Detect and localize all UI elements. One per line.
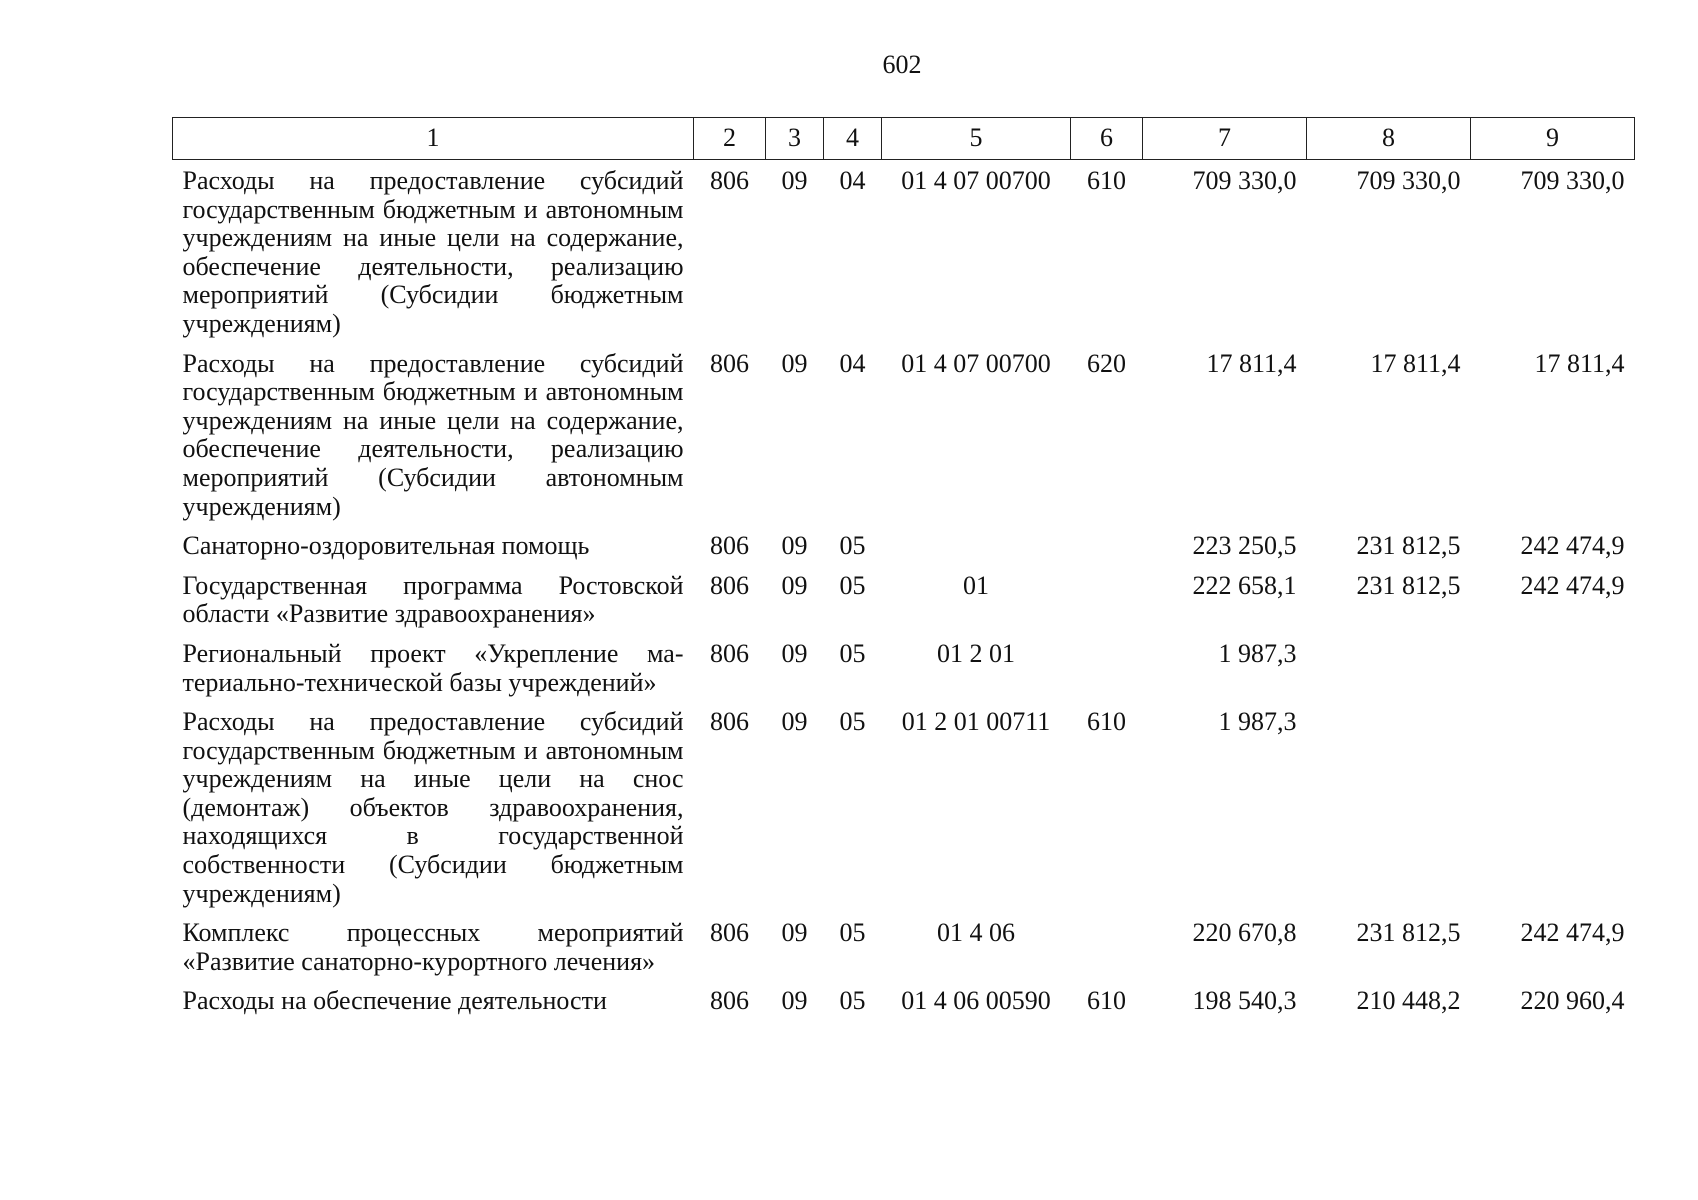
row-amount-col8: 231 812,5	[1356, 570, 1461, 600]
row-ministry-code: 806	[710, 918, 749, 948]
row-amount-col7: 1 987,3	[1218, 638, 1297, 668]
row-expense-type	[1071, 912, 1143, 980]
row-subsection-code: 05	[839, 531, 866, 561]
row-expense-type: 610	[1087, 166, 1126, 195]
budget-table	[172, 117, 1635, 1020]
column-header-6: 6	[1071, 118, 1143, 160]
column-header-4: 4	[824, 118, 882, 160]
page-number: 602	[882, 50, 922, 79]
row-amount-col9: 709 330,0	[1520, 166, 1625, 195]
row-subsection-code: 05	[839, 638, 866, 668]
row-name: Региональный проект «Укрепление материально-технической базы учреждений»	[182, 638, 684, 697]
table-row	[173, 160, 1635, 343]
table-row	[173, 343, 1635, 526]
column-header-9: 9	[1471, 118, 1635, 160]
row-amount-col8: 17 811,4	[1370, 348, 1461, 378]
row-amount-col8: 231 812,5	[1356, 918, 1461, 948]
row-expense-type	[1071, 565, 1143, 633]
row-amount-col8	[1307, 701, 1471, 912]
table-body	[173, 160, 1635, 1021]
row-subsection-code: 04	[839, 348, 866, 378]
column-header-5: 5	[882, 118, 1071, 160]
table-row	[173, 701, 1635, 912]
row-amount-col7: 223 250,5	[1192, 531, 1297, 561]
row-subsection-code: 05	[839, 707, 866, 737]
row-target-code: 01 4 06 00590	[901, 986, 1051, 1016]
row-section-code: 09	[781, 570, 808, 600]
row-amount-col8: 231 812,5	[1356, 531, 1461, 561]
table-row	[173, 912, 1635, 980]
row-amount-col9	[1471, 701, 1635, 912]
row-amount-col8	[1307, 633, 1471, 701]
table-header	[173, 118, 1635, 160]
row-subsection-code: 05	[839, 986, 866, 1016]
row-amount-col8: 210 448,2	[1356, 986, 1461, 1016]
row-expense-type	[1071, 633, 1143, 701]
row-expense-type	[1071, 525, 1143, 565]
row-ministry-code: 806	[710, 348, 749, 378]
row-amount-col7: 17 811,4	[1206, 348, 1297, 378]
row-ministry-code: 806	[710, 986, 749, 1016]
row-name: Расходы на предоставление субсидий государственным бюджетным и автономным учреждениям на иные цели на содержание, обеспечение деятельности, реализацию мероприятий (Субсидии бюджетным учреждениям)	[182, 166, 684, 338]
row-name: Комплекс процессных мероприятий «Развитие санаторно-курортного лечения»	[182, 918, 684, 976]
row-expense-type: 620	[1087, 348, 1126, 378]
table-row	[173, 980, 1635, 1020]
row-ministry-code: 806	[710, 638, 749, 668]
row-section-code: 09	[781, 707, 808, 737]
table-row	[173, 565, 1635, 633]
row-section-code: 09	[781, 986, 808, 1016]
table-row	[173, 525, 1635, 565]
row-name: Государственная программа Ростовской области «Развитие здравоохранения»	[182, 570, 684, 629]
row-amount-col7: 220 670,8	[1192, 918, 1297, 948]
row-target-code: 01 2 01 00711	[901, 707, 1051, 737]
row-target-code: 01	[963, 570, 989, 600]
row-ministry-code: 806	[710, 707, 749, 737]
column-header-3: 3	[766, 118, 824, 160]
row-target-code: 01 4 07 00700	[901, 348, 1051, 378]
table-row	[173, 633, 1635, 701]
column-header-8: 8	[1307, 118, 1471, 160]
row-subsection-code: 04	[839, 166, 866, 195]
row-amount-col9: 242 474,9	[1520, 918, 1625, 948]
row-section-code: 09	[781, 638, 808, 668]
row-amount-col8: 709 330,0	[1356, 166, 1461, 195]
row-expense-type: 610	[1087, 986, 1126, 1016]
row-ministry-code: 806	[710, 570, 749, 600]
row-name: Расходы на обеспечение деятельности	[182, 986, 607, 1016]
row-target-code	[882, 525, 1071, 565]
row-target-code: 01 2 01	[937, 638, 1015, 668]
row-name: Санаторно-оздоровительная помощь	[182, 531, 590, 561]
header-row	[173, 118, 1635, 160]
row-expense-type: 610	[1087, 707, 1126, 737]
row-amount-col9: 17 811,4	[1534, 348, 1625, 378]
row-ministry-code: 806	[710, 166, 749, 195]
column-header-1: 1	[173, 118, 694, 160]
row-section-code: 09	[781, 918, 808, 948]
row-name: Расходы на предоставление субсидий государственным бюджетным и автономным учреждениям на иные цели на снос (демонтаж) объектов здравоохранения, находящихся в государственной собственности (Субсидии бюджетным учреждениям)	[182, 707, 684, 908]
row-subsection-code: 05	[839, 570, 866, 600]
row-amount-col9: 220 960,4	[1520, 986, 1625, 1016]
row-amount-col7: 222 658,1	[1192, 570, 1297, 600]
row-section-code: 09	[781, 166, 808, 195]
row-amount-col9	[1471, 633, 1635, 701]
row-name: Расходы на предоставление субсидий государственным бюджетным и автономным учреждениям на иные цели на содержание, обеспечение деятельности, реализацию мероприятий (Субсидии автономным учреждениям)	[182, 348, 684, 521]
row-amount-col7: 198 540,3	[1192, 986, 1297, 1016]
column-header-7: 7	[1143, 118, 1307, 160]
row-target-code: 01 4 06	[937, 918, 1015, 948]
row-section-code: 09	[781, 348, 808, 378]
row-amount-col9: 242 474,9	[1520, 570, 1625, 600]
column-header-2: 2	[694, 118, 766, 160]
row-amount-col7: 709 330,0	[1192, 166, 1297, 195]
row-subsection-code: 05	[839, 918, 866, 948]
row-ministry-code: 806	[710, 531, 749, 561]
row-target-code: 01 4 07 00700	[901, 166, 1051, 195]
row-amount-col9: 242 474,9	[1520, 531, 1625, 561]
row-amount-col7: 1 987,3	[1218, 707, 1297, 737]
row-section-code: 09	[781, 531, 808, 561]
